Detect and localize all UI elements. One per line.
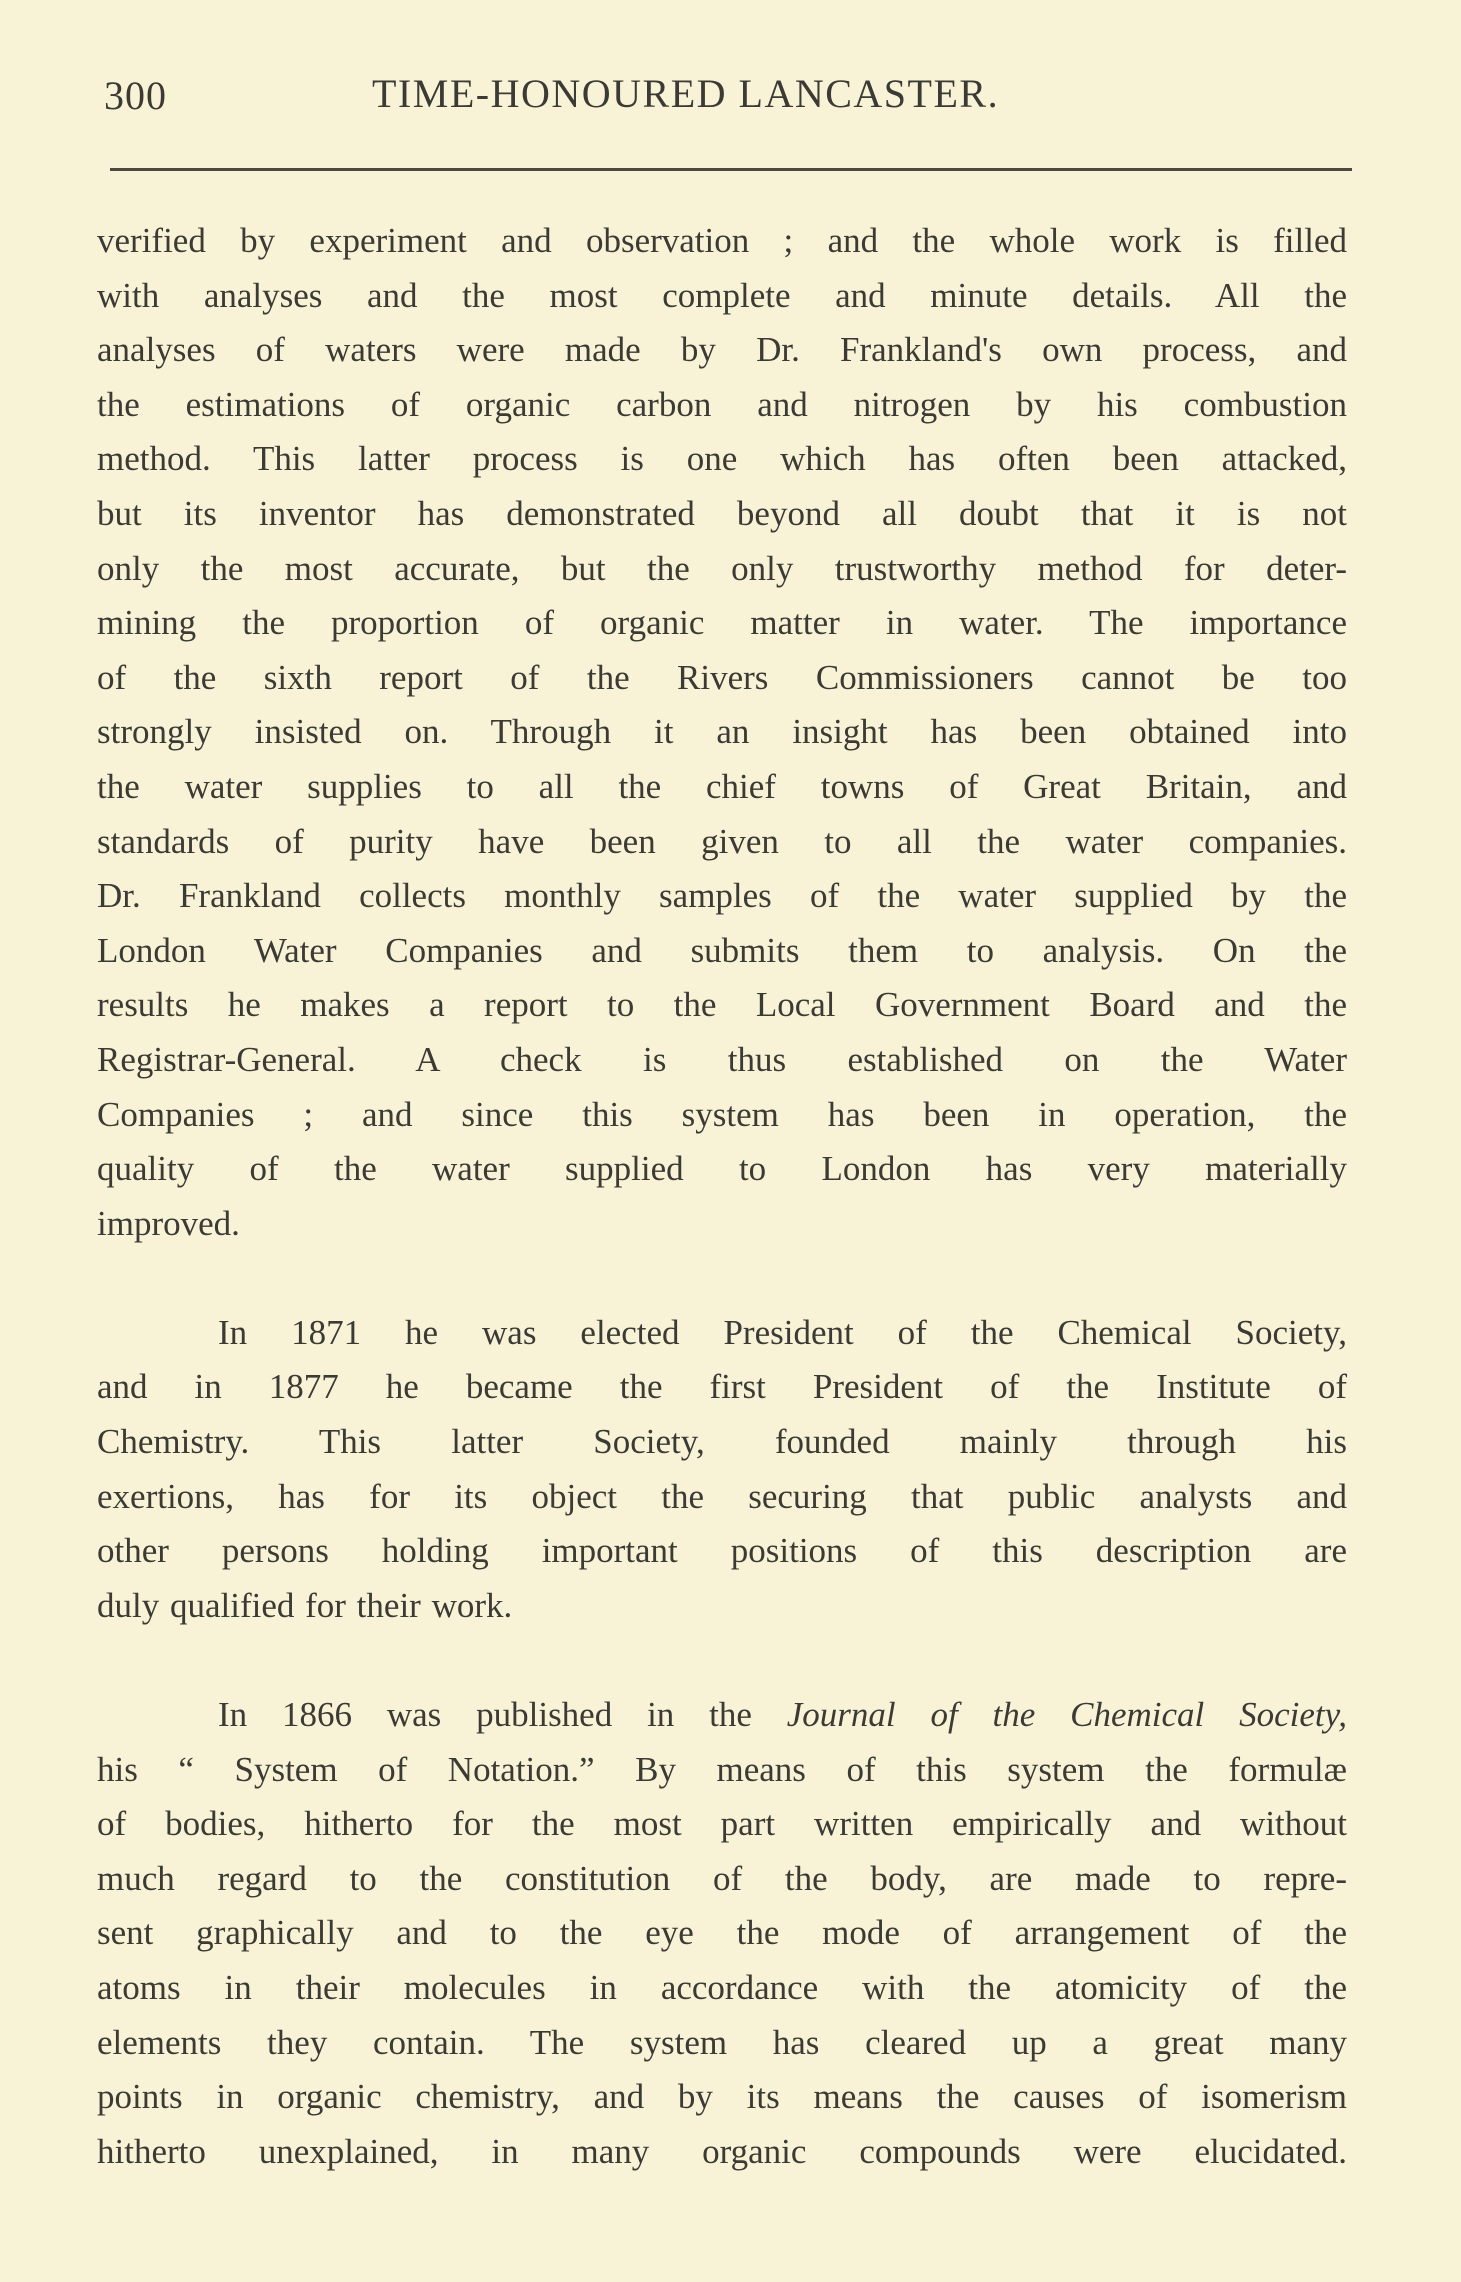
paragraph	[97, 214, 1347, 1251]
paragraph-gap	[97, 1633, 1347, 1688]
text-line	[97, 1688, 1347, 1743]
text-line: atoms in their molecules in accordance with the atomicity of the	[97, 1968, 1347, 2007]
text-line: the estimations of organic carbon and nitrogen by his combustion	[97, 384, 1347, 424]
text-line: exertions, has for its object the securing that public analysts and	[97, 1476, 1347, 1516]
text-line: strongly insisted on. Through it an insight has been obtained into	[97, 712, 1347, 752]
text-line: results he makes a report to the Local Government Board and the	[97, 985, 1347, 1025]
paragraph-gap	[97, 1251, 1347, 1306]
text-line: the water supplies to all the chief towns of Great Britain, and	[97, 766, 1347, 806]
paragraph	[97, 1306, 1347, 1634]
text-line: Chemistry. This latter Society, founded mainly through his	[97, 1422, 1347, 1462]
text-line: his “ System of Notation.” By means of this system the formulæ	[97, 1749, 1347, 1789]
text-line: of the sixth report of the Rivers Commissioners cannot be too	[97, 657, 1347, 697]
text-line: points in organic chemistry, and by its means the causes of isomerism	[97, 2077, 1347, 2117]
text-line: Companies ; and since this system has been in operation, the	[97, 1094, 1347, 1134]
text-line: quality of the water supplied to London has very materially	[97, 1149, 1347, 1189]
page-number: 300	[104, 73, 167, 118]
text-line: and in 1877 he became the first President of the Institute of	[97, 1367, 1347, 1407]
text-line: of bodies, hitherto for the most part written empirically and without	[97, 1804, 1347, 1844]
text-span: In 1866 was published in the	[218, 1695, 787, 1735]
running-title: TIME-HONOURED LANCASTER.	[372, 71, 1000, 116]
text-line: method. This latter process is one which has often been attacked,	[97, 439, 1347, 479]
text-line: London Water Companies and submits them to analysis. On the	[97, 930, 1347, 970]
text-line: only the most accurate, but the only trustworthy method for deter-	[97, 548, 1347, 588]
text-line: improved.	[97, 1203, 240, 1243]
text-line: duly qualified for their work.	[97, 1585, 513, 1625]
text-line: sent graphically and to the eye the mode of arrangement of the	[97, 1913, 1347, 1953]
text-line: elements they contain. The system has cleared up a great many	[97, 2022, 1347, 2062]
text-line: Dr. Frankland collects monthly samples of the water supplied by the	[97, 876, 1347, 916]
text-line: In 1871 he was elected President of the Chemical Society,	[218, 1312, 1347, 1352]
text-line: with analyses and the most complete and minute details. All the	[97, 275, 1347, 315]
text-line: other persons holding important positions of this description are	[97, 1531, 1347, 1571]
paragraph	[97, 1688, 1347, 2179]
text-line: much regard to the constitution of the body, are made to repre-	[97, 1858, 1347, 1898]
text-line: mining the proportion of organic matter in water. The importance	[97, 603, 1347, 643]
body-text	[97, 214, 1347, 2179]
text-line: hitherto unexplained, in many organic compounds were elucidated.	[97, 2131, 1347, 2171]
text-line: analyses of waters were made by Dr. Frankland's own process, and	[97, 330, 1347, 370]
text-line: standards of purity have been given to all the water companies.	[97, 821, 1347, 861]
header-rule	[110, 168, 1352, 171]
journal-title-italic: Journal of the Chemical Society,	[786, 1695, 1347, 1735]
text-line: Registrar-General. A check is thus established on the Water	[97, 1039, 1347, 1079]
text-line: but its inventor has demonstrated beyond all doubt that it is not	[97, 493, 1347, 533]
text-line: verified by experiment and observation ; and the whole work is filled	[97, 221, 1347, 260]
